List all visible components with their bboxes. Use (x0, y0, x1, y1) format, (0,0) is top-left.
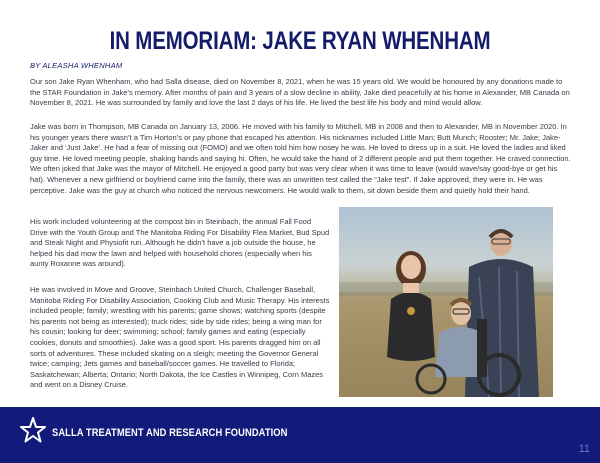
page-number: 11 (578, 443, 590, 455)
paragraph-early-life: Jake was born in Thompson, MB Canada on January 13, 2006. He moved with his family to Mitchell, MB in 2008 and then to Alexander, MB in November 2020. In his younger years there wasn’t a Tim Horton’s or pay phone that escaped his attention. His nicknames included Little Man; Butt Munch; Rooster; Mr. Jake; Jake-Jaker and ‘Just Jake’. He had a fear of missing out (FOMO) and we often told him how nosey he was. He loved to dress up in a suit. He loved the ladies and liked guy time. He loved meeting people, shaking hands and saying hi. Often, he would take the hand of 2 different people and put them together. He craved connection. We often joked that Jake was the mayor of Mitchell. He enjoyed a good party but was very clear when it was time to leave (would wave/say good-bye or get his hat). Whenever a new girlfriend or boyfriend came into the family, there was an unwritten test called the “Jake test”. If Jake approved, they were in. He was perceptive. Jake was the guy at church who noticed the nervous newcomers. He would walk to them, sit down beside them and quietly hold their hand. (30, 122, 571, 195)
paragraph-interests: He was involved in Move and Groove, Steinbach United Church, Challenger Baseball, Manitoba Riding For Disability Association, Cooking Club and Music Therapy. His interests included people; family; wrestling with his parents; game shows; watching sports (despite his parents not being as interested); truck rides; side by side rides; being a wing man for his cousin; looking for deer; swimming; school; family games and eating (especially cookies, donuts and smoothies). Jake was a good sport. His parents dragged him on all sorts of adventures. These included skating on a sleigh; meeting the Governor General twice; camping; Jets games and baseball/soccer games. He travelled to Florida; Saskatchewan; Alberta; Ontario; North Dakota, the Ice Castles in Winnipeg, Corn Mazes and went on a Disney Cruise. (30, 285, 330, 390)
star-logo-icon (20, 417, 46, 443)
family-photo (339, 207, 553, 397)
paragraph-work: His work included volunteering at the compost bin in Steinbach, the annual Fall Food Drive with the Youth Group and The Manitoba Riding For Disability Flea Market, Bud Spud and Steak Night and Physiofit run. Although he didn’t have a job outside the house, he helped his dad mow the lawn and helped with household chores (especially when his aunty Roxanne was around). (30, 217, 330, 269)
paragraph-intro: Our son Jake Ryan Whenham, who had Salla disease, died on November 8, 2021, when he was 15 years old. We would be honoured by any donations made to the STAR Foundation in Jake’s memory. After months of pain and 3 years of a slow decline in ability, Jake died peacefully at his home in Alexander, MB Canada on November 8, 2021. He was surrounded by family and love the last 2 days of his life. He lived the best life his body and mind would allow. (30, 77, 570, 108)
byline: BY ALEASHA WHENHAM (30, 61, 123, 70)
page-title: IN MEMORIAM: JAKE RYAN WHENHAM (109, 27, 491, 55)
family-photo-illustration (339, 207, 553, 397)
footer-organization-name: SALLA TREATMENT AND RESEARCH FOUNDATION (52, 427, 288, 439)
footer-bar (0, 407, 600, 463)
